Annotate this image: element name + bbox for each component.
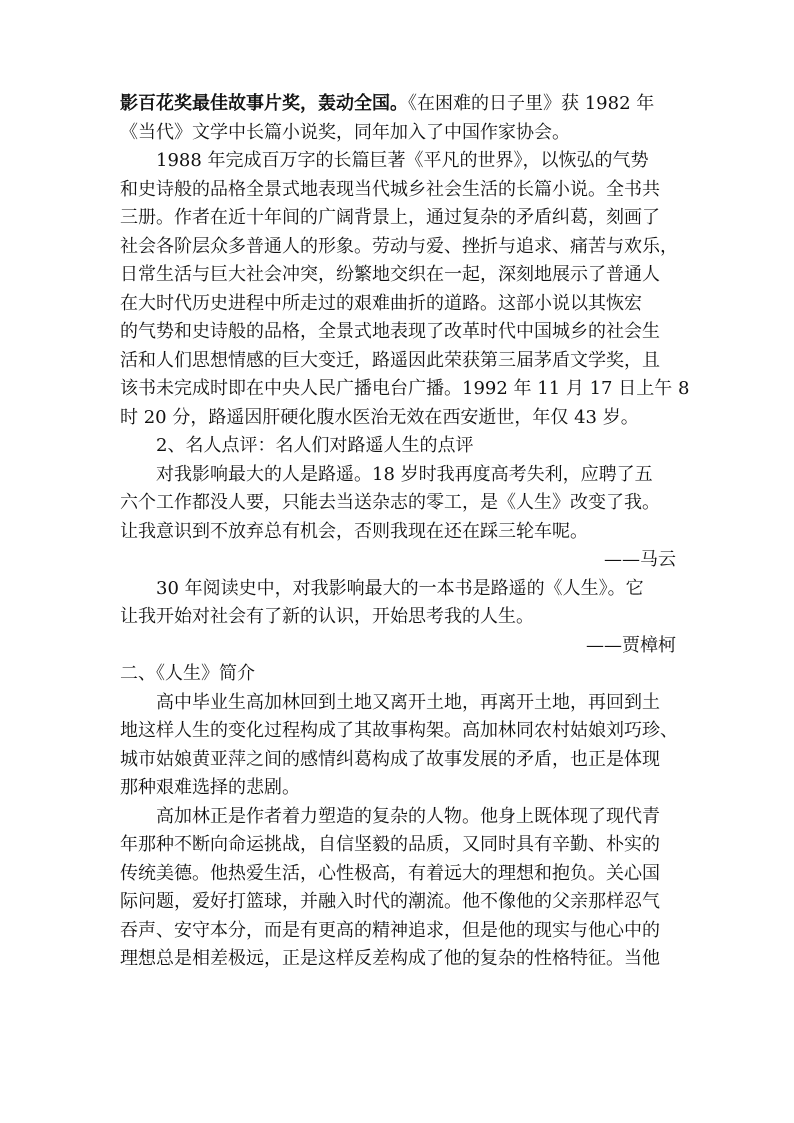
line-text: 和史诗般的品格全景式地表现当代城乡社会生活的长篇小说。全书共 [120,178,660,200]
text-line [120,774,676,803]
line-text: 年那种不断向命运挑战，自信坚毅的品质，又同时具有辛勤、朴实的 [120,834,660,855]
text-line [120,461,676,490]
text-line [120,689,676,718]
text-line [120,831,676,860]
line-text: 《在困难的日子里》获 1982 年 [408,93,655,114]
line-text: 城市姑娘黄亚萍之间的感情纠葛构成了故事发展的矛盾，也正是体现 [120,748,660,770]
attribution-line [120,632,676,661]
text-line [120,917,676,946]
line-text: ——马云 [604,549,676,570]
line-text: 三册。作者在近十年间的广阔背景上，通过复杂的矛盾纠葛，刻画了 [120,207,660,228]
bold-lead-text: 影百花奖最佳故事片奖，轰动全国。 [120,93,408,114]
line-text: ——贾樟柯 [586,634,676,656]
text-line [120,176,676,205]
text-line [120,204,676,233]
text-line [120,518,676,547]
text-line [120,318,676,347]
line-text: 《当代》文学中长篇小说奖，同年加入了中国作家协会。 [120,121,570,143]
text-line [120,119,676,148]
text-line [120,489,676,518]
text-line [120,860,676,889]
line-text: 活和人们思想情感的巨大变迁，路遥因此荣获第三届茅盾文学奖，且 [120,349,660,371]
line-text: 高加林正是作者着力塑造的复杂的人物。他身上既体现了现代青 [156,805,660,827]
text-line [120,404,676,433]
text-line [120,375,690,404]
text-line [120,347,676,376]
line-text: 让我开始对社会有了新的认识，开始思考我的人生。 [120,606,534,627]
text-line [120,90,676,119]
line-text: 30 年阅读史中，对我影响最大的一本书是路遥的《人生》。它 [156,577,644,599]
text-line [120,945,676,974]
text-line [120,432,676,461]
text-line [120,803,676,832]
text-line [120,290,676,319]
line-text: 在大时代历史进程中所走过的艰难曲折的道路。这部小说以其恢宏 [120,292,642,314]
text-line [120,233,676,262]
line-text: 地这样人生的变化过程构成了其故事构架。高加林同农村姑娘刘巧珍、 [120,720,678,741]
line-text: 2、名人点评：名人们对路遥人生的点评 [156,435,474,456]
document-body [120,90,690,974]
text-line [120,660,676,689]
line-text: 理想总是相差极远，正是这样反差构成了他的复杂的性格特征。当他 [120,948,660,969]
text-line [120,603,676,632]
attribution-line [120,546,676,575]
line-text: 时 20 分，路遥因肝硬化腹水医治无效在西安逝世，年仅 43 岁。 [120,406,639,428]
line-text: 日常生活与巨大社会冲突，纷繁地交织在一起，深刻地展示了普通人 [120,264,660,285]
line-text: 让我意识到不放弃总有机会，否则我现在还在踩三轮车呢。 [120,520,588,542]
text-line [120,888,676,917]
text-line [120,261,676,290]
line-text: 六个工作都没人要，只能去当送杂志的零工，是《人生》改变了我。 [120,492,660,513]
line-text: 社会各阶层众多普通人的形象。劳动与爱、挫折与追求、痛苦与欢乐， [120,235,678,257]
line-text: 1988 年完成百万字的长篇巨著《平凡的世界》，以恢弘的气势 [156,150,649,171]
line-text: 该书未完成时即在中央人民广播电台广播。1992 年 11 月 17 日上午 8 [120,378,690,399]
text-line [120,717,676,746]
text-line [120,147,676,176]
line-text: 高中毕业生高加林回到土地又离开土地，再离开土地，再回到土 [156,691,660,713]
text-line [120,575,676,604]
line-text: 吞声、安守本分，而是有更高的精神追求，但是他的现实与他心中的 [120,919,660,941]
line-text: 际问题，爱好打篮球，并融入时代的潮流。他不像他的父亲那样忍气 [120,891,660,912]
line-text: 传统美德。他热爱生活，心性极高，有着远大的理想和抱负。关心国 [120,862,660,884]
text-line [120,746,676,775]
line-text: 的气势和史诗般的品格，全景式地表现了改革时代中国城乡的社会生 [120,321,660,342]
line-text: 二、《人生》简介 [120,663,255,684]
line-text: 对我影响最大的人是路遥。18 岁时我再度高考失利，应聘了五 [156,463,653,485]
line-text: 那种艰难选择的悲剧。 [120,777,300,798]
